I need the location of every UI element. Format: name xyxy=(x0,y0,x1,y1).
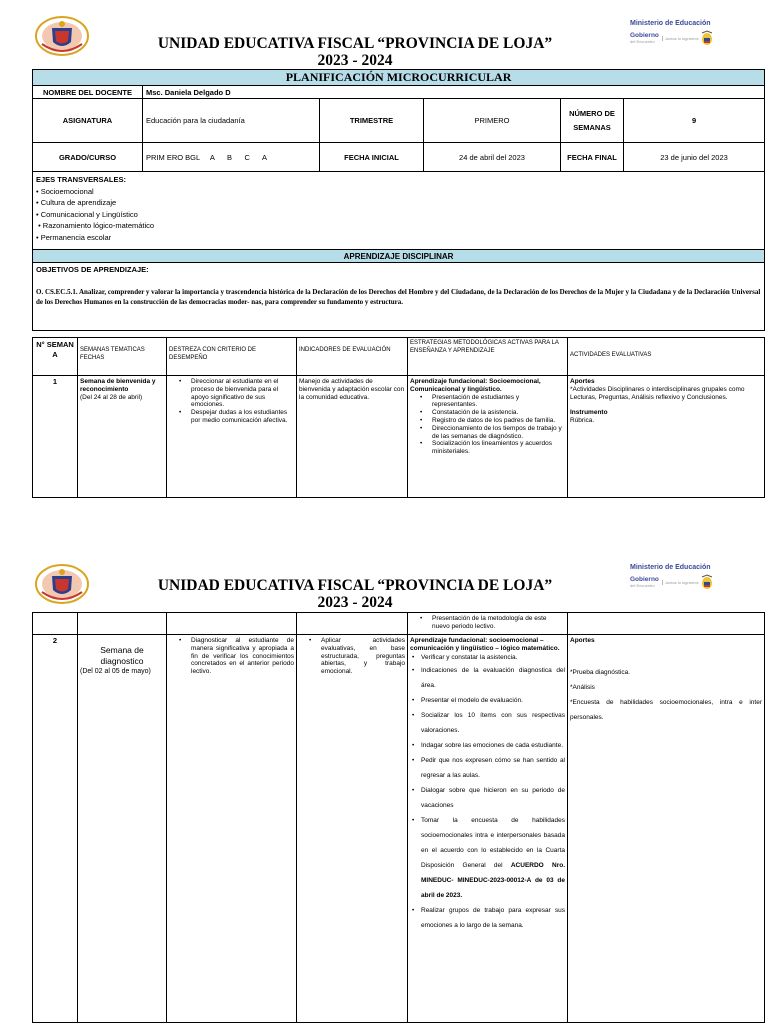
week-number: 2 xyxy=(33,635,78,1023)
destreza-item: • Despejar dudas a los estudiantes por medio comunicación afectiva. xyxy=(169,409,294,425)
school-crest-logo xyxy=(34,14,90,58)
eje-item: • Cultura de aprendizaje xyxy=(36,198,117,207)
ecuador-shield-icon xyxy=(701,30,713,46)
encuesta-text: Tomar la encuesta de habilidades socioemocionales intra e interpersonales basada en el acuerdo con lo establecido en la Cuarta Disposición General del xyxy=(421,816,565,869)
semana-dates: (Del 02 al 05 de mayo) xyxy=(80,668,151,675)
school-title xyxy=(120,35,590,69)
col-estrategias: ESTRATEGIAS METODOLÓGICAS ACTIVAS PARA LA ENSEÑANZA Y APRENDIZAJE xyxy=(408,338,568,376)
indicador-item: • Aplicar actividades evaluativas, en base estructurada, preguntas abiertas, y trabajo emocional. xyxy=(299,637,405,676)
ministry-logo xyxy=(630,20,750,46)
objetivo-text: O. CS.EC.5.1. Analizar, comprender y valorar la importancia y trascendencia histórica de la Declaración de los Derechos del Hombre y del Ciudadano, de la Declaración de los Derechos de la Mujer y la Ciudadana y de la Declaración Universal de los Derechos Humanos en la construcción de las democracias moder- nas, para comprender su fundamento y estructura. xyxy=(36,288,761,306)
estrategia-item: • Constatación de la asistencia. xyxy=(410,409,565,417)
semana-title: Semana de bienvenida y reconocimiento xyxy=(80,378,156,393)
estrategia-item: • Socializar los 10 ítems con sus respectivas valoraciones. xyxy=(410,708,565,738)
week-estrategias xyxy=(408,635,568,1023)
fecha-inicial-label: FECHA INICIAL xyxy=(320,143,424,172)
aporte-item: *Análisis xyxy=(570,683,595,691)
eje-item: • Razonamiento lógico-matemático xyxy=(36,221,155,230)
trimestre-value: PRIMERO xyxy=(424,99,561,143)
gobierno-label: Gobierno xyxy=(630,576,659,583)
docente-label: NOMBRE DEL DOCENTE xyxy=(33,86,143,99)
week-destreza xyxy=(167,376,297,498)
table-row xyxy=(33,635,765,1023)
planning-table-2 xyxy=(32,612,765,1023)
plan-title: PLANIFICACIÓN MICROCURRICULAR xyxy=(33,70,765,86)
estrategia-item: • Verificar y constatar la asistencia. xyxy=(410,653,565,663)
aporte-item: *Prueba diagnóstica. xyxy=(570,668,630,676)
estrategia-item xyxy=(410,813,565,903)
aportes-title: Aportes xyxy=(570,637,595,644)
gobierno-sub: del Encuentro xyxy=(630,583,655,588)
estrategia-item: • Indagar sobre las emociones de cada estudiante. xyxy=(410,738,565,753)
week-actividades xyxy=(568,635,765,1023)
col-destreza: DESTREZA CON CRITERIO DE DESEMPEÑO xyxy=(167,338,297,376)
eje-item: • Socioemocional xyxy=(36,186,94,196)
docente-value: Msc. Daniela Delgado D xyxy=(143,86,765,99)
estrategia-item: • Registro de datos de los padres de familia. xyxy=(410,417,565,425)
school-crest-logo xyxy=(34,562,90,606)
gobierno-label: Gobierno xyxy=(630,32,659,39)
objetivos xyxy=(33,263,765,331)
week1-cont-estrategias xyxy=(408,613,568,635)
eje-item: • Comunicacional y Lingüístico xyxy=(36,209,138,219)
ministry-name: Ministerio de Educación xyxy=(630,564,711,571)
trimestre-label: TRIMESTRE xyxy=(320,99,424,143)
planning-table-1 xyxy=(32,337,765,498)
asignatura-label: ASIGNATURA xyxy=(33,99,143,143)
week-destreza xyxy=(167,635,297,1023)
estrategia-item: • Realizar grupos de trabajo para expresar sus emociones a lo largo de la semana. xyxy=(410,903,565,933)
aprendizaje-title: APRENDIZAJE DISCIPLINAR xyxy=(33,250,765,263)
week-estrategias xyxy=(408,376,568,498)
col-semanas: SEMANAS TEMATICAS FECHAS xyxy=(78,338,167,376)
acuerdo-text: ACUERDO Nro. MINEDUC- MINEDUC-2023-00012-A de 03 de abril de 2023. xyxy=(421,861,565,899)
estrategia-item: • Pedir que nos expresen cómo se han sentido al regresar a las aulas. xyxy=(410,753,565,783)
aportes-text: *Actividades Disciplinares o interdisciplinares grupales como Lecturas, Preguntas, Análisis reflexivo y Conclusiones. xyxy=(570,385,745,401)
grado-label: GRADO/CURSO xyxy=(33,143,143,172)
table-row xyxy=(33,376,765,498)
fecha-final-label: FECHA FINAL xyxy=(561,143,624,172)
semana-title: Semana de diagnostico xyxy=(100,645,144,666)
estrategia-item: • Indicaciones de la evaluación diagnostica del área. xyxy=(410,663,565,693)
destreza-item: • Direccionar al estudiante en el proceso de bienvenida para el apoyo significativo de sus emociones. xyxy=(169,378,294,409)
estrategia-item: • Socialización los lineamientos y acuerdos ministeriales. xyxy=(410,440,565,456)
ecuador-shield-icon xyxy=(701,574,713,590)
objetivos-label: OBJETIVOS DE APRENDIZAJE: xyxy=(36,265,149,274)
semana-dates: (Del 24 al 28 de abril) xyxy=(80,393,143,401)
school-year: 2023 - 2024 xyxy=(317,52,393,69)
semanas-value: 9 xyxy=(624,99,765,143)
estrategias-title: Aprendizaje fundacional: socioemocional – comunicación y lingüístico – lógico matemático. xyxy=(410,637,560,652)
instrumento-text: Rúbrica. xyxy=(570,417,595,425)
estrategia-item: • Presentar el modelo de evaluación. xyxy=(410,693,565,708)
page-2 xyxy=(0,540,768,1024)
eje-item: • Permanencia escolar xyxy=(36,232,112,242)
aporte-item: *Encuesta de habilidades socioemocionales, intra e inter personales. xyxy=(570,698,762,721)
week-actividades xyxy=(568,376,765,498)
plan-info-table xyxy=(32,69,765,331)
school-title xyxy=(120,577,590,611)
estrategias-title: Aprendizaje fundacional: Socioemocional, Comunicacional y lingüístico. xyxy=(410,378,541,393)
estrategia-item: • Presentación de estudiantes y representantes. xyxy=(410,394,565,410)
col-nsemana: N° SEMAN A xyxy=(33,338,78,376)
week-semana xyxy=(78,376,167,498)
week-semana xyxy=(78,635,167,1023)
week-indicadores: Manejo de actividades de bienvenida y adaptación escolar con la comunidad educativa. xyxy=(297,376,408,498)
col-indicadores: INDICADORES DE EVALUACIÓN xyxy=(297,338,408,376)
week-indicadores xyxy=(297,635,408,1023)
gobierno-sub: del Encuentro xyxy=(630,39,655,44)
ejes-transversales xyxy=(33,172,765,250)
asignatura-value: Educación para la ciudadanía xyxy=(143,99,320,143)
estrategia-item: • Presentación de la metodología de este nuevo periodo lectivo. xyxy=(410,615,565,631)
school-name: UNIDAD EDUCATIVA FISCAL “PROVINCIA DE LOJA” xyxy=(157,35,553,52)
week-number: 1 xyxy=(33,376,78,498)
col-actividades: ACTIVIDADES EVALUATIVAS xyxy=(568,338,765,376)
fecha-final-value: 23 de junio del 2023 xyxy=(624,143,765,172)
aportes-title: Aportes xyxy=(570,378,595,385)
fecha-inicial-value: 24 de abril del 2023 xyxy=(424,143,561,172)
destreza-item: • Diagnosticar al estudiante de manera significativa y apropiada a fin de verificar los conocimientos concretados en el anterior periodo lectivo. xyxy=(169,637,294,676)
ministry-name: Ministerio de Educación xyxy=(630,20,711,27)
semanas-label: NÚMERO DE SEMANAS xyxy=(561,99,624,143)
school-year: 2023 - 2024 xyxy=(317,594,393,611)
estrategia-item: • Dialogar sobre que hicieron en su periodo de vacaciones xyxy=(410,783,565,813)
school-name: UNIDAD EDUCATIVA FISCAL “PROVINCIA DE LOJA” xyxy=(157,577,553,594)
table-row xyxy=(33,613,765,635)
juntos-label: Juntos lo logramos xyxy=(662,580,699,585)
grado-value: PRIM ERO BGL A B C A xyxy=(143,143,320,172)
juntos-label: Juntos lo logramos xyxy=(662,36,699,41)
ministry-logo xyxy=(630,564,750,590)
estrategia-item: • Direccionamiento de los tiempos de trabajo y de las semanas de diagnóstico. xyxy=(410,425,565,441)
ejes-title: EJES TRANSVERSALES: xyxy=(36,175,127,184)
instrumento-title: Instrumento xyxy=(570,409,608,417)
